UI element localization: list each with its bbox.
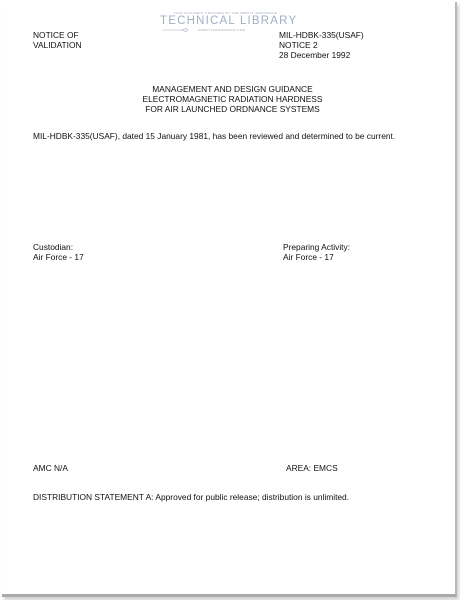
- title-line1: MANAGEMENT AND DESIGN GUIDANCE: [152, 84, 313, 94]
- amc-code: AMC N/A: [33, 463, 68, 473]
- watermark-plane-icon: [162, 28, 188, 32]
- notice-type: [33, 30, 82, 50]
- preparing-activity-block: [283, 242, 350, 262]
- area-code: AREA: EMCS: [286, 463, 338, 473]
- document-page: [2, 2, 457, 597]
- title-line2: ELECTROMAGNETIC RADIATION HARDNESS: [142, 94, 323, 104]
- notice-number: NOTICE 2: [279, 40, 318, 50]
- distribution-statement: DISTRIBUTION STATEMENT A: Approved for public release; distribution is unlimited.: [33, 492, 350, 502]
- title-line3: FOR AIR LAUNCHED ORDNANCE SYSTEMS: [145, 104, 320, 114]
- custodian-block: [33, 242, 84, 262]
- custodian-value: Air Force - 17: [33, 252, 84, 262]
- watermark-top-line: THIS DOCUMENT PROVIDED BY THE ABBOTT AEROSPACE: [174, 11, 278, 15]
- validation-statement: MIL-HDBK-335(USAF), dated 15 January 1981, has been reviewed and determined to be current.: [33, 131, 396, 141]
- document-identification: [279, 30, 364, 60]
- watermark-url: ABBOTTAEROSPACE.COM: [198, 28, 246, 32]
- preparing-activity-value: Air Force - 17: [283, 252, 334, 262]
- document-title: [2, 84, 461, 114]
- document-id: MIL-HDBK-335(USAF): [279, 30, 364, 40]
- notice-type-line2: VALIDATION: [33, 40, 82, 50]
- notice-type-line1: NOTICE OF: [33, 30, 79, 40]
- watermark-title: TECHNICAL LIBRARY: [160, 15, 298, 27]
- notice-date: 28 December 1992: [279, 50, 351, 60]
- preparing-activity-label: Preparing Activity:: [283, 242, 351, 252]
- custodian-label: Custodian:: [33, 242, 74, 252]
